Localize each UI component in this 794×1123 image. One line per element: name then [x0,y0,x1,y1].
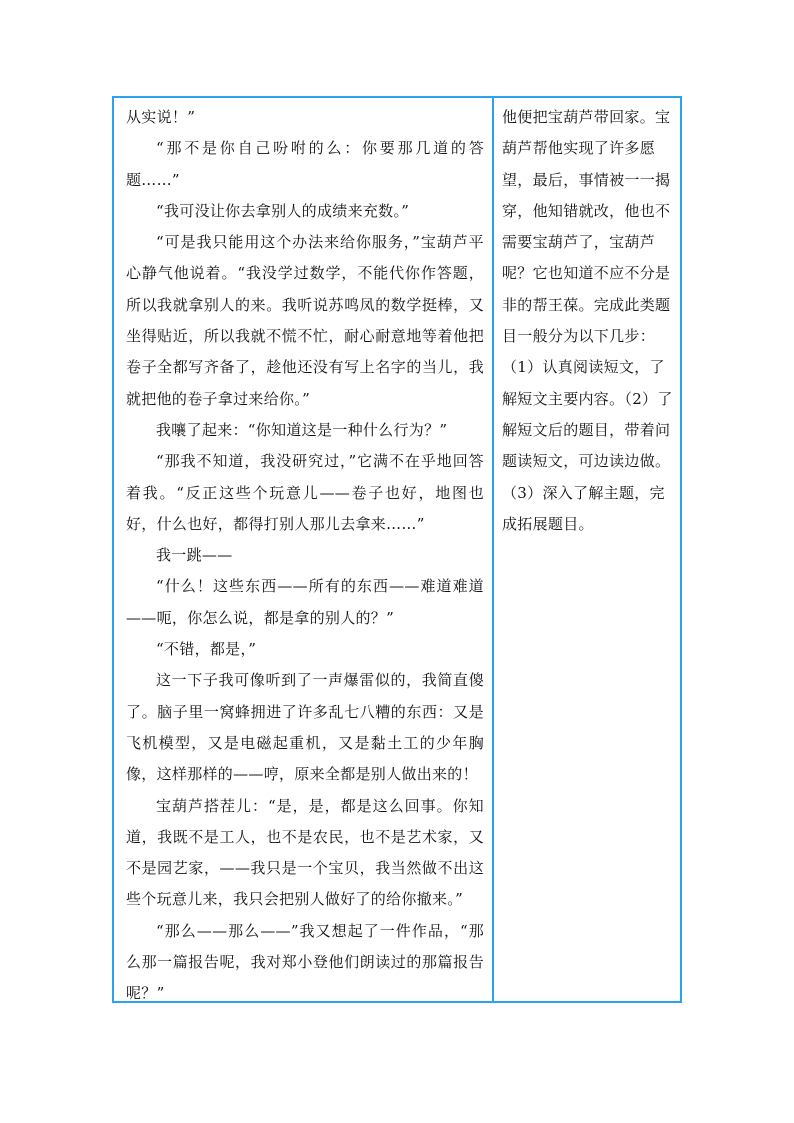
story-paragraph: “可是我只能用这个办法来给你服务，”宝葫芦平心静气他说着。“我没学过数学，不能代你作答题，所以我就拿别人的来。我听说苏鸣凤的数学挺棒，又坐得贴近，所以我就不慌不忙，耐心耐意地等着他把卷子全都写齐备了，趁他还没有写上名字的当儿，我就把他的卷子拿过来给你。” [126,233,484,408]
story-paragraph: 我一跳—— [156,546,233,565]
story-paragraph: 宝葫芦搭茬儿：“是，是，都是这么回事。你知道，我既不是工人，也不是农民，也不是艺术家，又不是园艺家，——我只是一个宝贝，我当然做不出这些个玩意儿来，我只会把别人做好了的给你撤来。” [126,796,484,909]
story-paragraph: “我可没让你去拿别人的成绩来充数。” [156,201,410,220]
story-paragraph: “那么——那么——”我又想起了一件作品，“那么那一篇报告呢，我对郑小登他们朗读过的那篇报告呢？” [126,921,484,1003]
story-paragraph: 我嚷了起来：“你知道这是一种什么行为？” [156,420,448,439]
story-text-column [114,98,494,1001]
story-paragraph: 从实说！” [126,108,196,126]
story-paragraph: “那我不知道，我没研究过，”它满不在乎地回答着我。“反正这些个玩意儿——卷子也好，地图也好，什么也好，都得打别人那儿去拿来……” [126,452,484,533]
analysis-note-text: 他便把宝葫芦带回家。宝葫芦帮他实现了许多愿望，最后，事情被一一揭穿，他知错就改，他也不需要宝葫芦了，宝葫芦呢？它也知道不应不分是非的帮王葆。完成此类题目一般分为以下几步：（1）认真阅读短文，了解短文主要内容。（2）了解短文后的题目，带着问题读短文，可边读边做。（3）深入了解主题，完成拓展题目。 [502,108,673,533]
story-paragraph: “那不是你自己吩咐的么：你要那几道的答题……” [126,139,484,189]
story-paragraph: “不错，都是，” [156,640,257,659]
analysis-note-column [494,98,680,1001]
story-paragraph: 这一下子我可像听到了一声爆雷似的，我简直傻了。脑子里一窝蜂拥进了许多乱七八糟的东西：又是飞机模型，又是电磁起重机，又是黏土工的少年胸像，这样那样的——哼，原来全都是别人做出来的！ [126,671,484,784]
content-table [112,96,682,1003]
story-paragraph: “什么！这些东西——所有的东西——难道难道——呃，你怎么说，都是拿的别人的？” [126,577,484,627]
